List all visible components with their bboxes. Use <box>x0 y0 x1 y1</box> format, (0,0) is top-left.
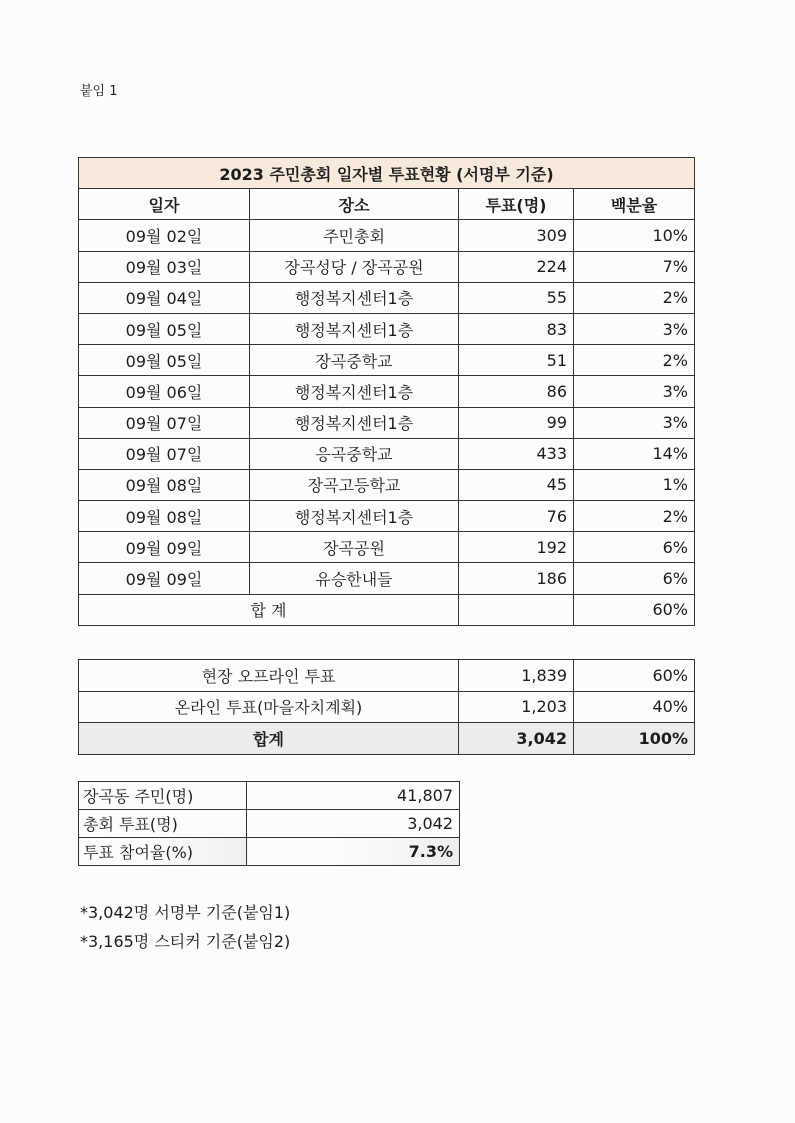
date-cell: 09월 05일 <box>79 345 250 376</box>
date-cell: 09월 09일 <box>79 532 250 563</box>
place-cell: 장곡중학교 <box>250 345 459 376</box>
percent-cell: 10% <box>574 220 695 251</box>
place-cell: 장곡고등학교 <box>250 469 459 500</box>
header-place: 장소 <box>250 189 459 220</box>
participation-value: 7.3% <box>247 838 460 866</box>
place-cell: 주민총회 <box>250 220 459 251</box>
table-row <box>79 345 695 376</box>
summary-value: 1,839 <box>459 660 574 692</box>
percent-cell: 6% <box>574 563 695 594</box>
votes-cell: 76 <box>459 501 574 532</box>
summary-label: 온라인 투표(마을자치계획) <box>79 691 459 723</box>
votes-cell: 51 <box>459 345 574 376</box>
votes-cell: 86 <box>459 376 574 407</box>
votes-cell: 99 <box>459 407 574 438</box>
participation-row <box>79 810 460 838</box>
table-row <box>79 438 695 469</box>
total-percent: 60% <box>574 594 695 625</box>
date-cell: 09월 08일 <box>79 501 250 532</box>
table-row <box>79 313 695 344</box>
votes-cell: 309 <box>459 220 574 251</box>
participation-label: 장곡동 주민(명) <box>79 782 247 810</box>
votes-cell: 83 <box>459 313 574 344</box>
summary-value: 1,203 <box>459 691 574 723</box>
participation-body <box>79 782 460 866</box>
percent-cell: 14% <box>574 438 695 469</box>
date-cell: 09월 07일 <box>79 407 250 438</box>
participation-label: 투표 참여율(%) <box>79 838 247 866</box>
percent-cell: 3% <box>574 313 695 344</box>
table-row <box>79 251 695 282</box>
participation-table <box>78 781 460 866</box>
table-row <box>79 282 695 313</box>
total-label: 합 계 <box>79 594 459 625</box>
header-percent: 백분율 <box>574 189 695 220</box>
votes-cell: 192 <box>459 532 574 563</box>
percent-cell: 7% <box>574 251 695 282</box>
date-cell: 09월 09일 <box>79 563 250 594</box>
place-cell: 행정복지센터1층 <box>250 376 459 407</box>
summary-label: 현장 오프라인 투표 <box>79 660 459 692</box>
summary-row <box>79 660 695 692</box>
percent-cell: 2% <box>574 282 695 313</box>
place-cell: 행정복지센터1층 <box>250 501 459 532</box>
total-votes <box>459 594 574 625</box>
summary-total-value: 3,042 <box>459 723 574 755</box>
percent-cell: 3% <box>574 376 695 407</box>
table-title: 2023 주민총회 일자별 투표현황 (서명부 기준) <box>79 158 695 189</box>
votes-cell: 186 <box>459 563 574 594</box>
votes-cell: 224 <box>459 251 574 282</box>
table-body <box>79 220 695 594</box>
date-cell: 09월 03일 <box>79 251 250 282</box>
date-cell: 09월 02일 <box>79 220 250 251</box>
votes-cell: 55 <box>459 282 574 313</box>
summary-table <box>78 659 695 755</box>
votes-cell: 45 <box>459 469 574 500</box>
place-cell: 장곡성당 / 장곡공원 <box>250 251 459 282</box>
date-cell: 09월 07일 <box>79 438 250 469</box>
summary-total-label: 합계 <box>79 723 459 755</box>
summary-body <box>79 660 695 723</box>
date-cell: 09월 08일 <box>79 469 250 500</box>
date-cell: 09월 04일 <box>79 282 250 313</box>
votes-cell: 433 <box>459 438 574 469</box>
table-row <box>79 407 695 438</box>
percent-cell: 3% <box>574 407 695 438</box>
place-cell: 응곡중학교 <box>250 438 459 469</box>
participation-value: 41,807 <box>247 782 460 810</box>
place-cell: 행정복지센터1층 <box>250 313 459 344</box>
participation-row <box>79 782 460 810</box>
date-cell: 09월 06일 <box>79 376 250 407</box>
percent-cell: 2% <box>574 345 695 376</box>
percent-cell: 6% <box>574 532 695 563</box>
summary-total-percent: 100% <box>574 723 695 755</box>
summary-row <box>79 691 695 723</box>
table-row <box>79 563 695 594</box>
notes <box>80 898 290 956</box>
summary-percent: 40% <box>574 691 695 723</box>
place-cell: 장곡공원 <box>250 532 459 563</box>
table-row <box>79 501 695 532</box>
participation-row <box>79 838 460 866</box>
note-line: *3,165명 스티커 기준(붙임2) <box>80 932 291 951</box>
place-cell: 행정복지센터1층 <box>250 282 459 313</box>
participation-label: 총회 투표(명) <box>79 810 247 838</box>
header-date: 일자 <box>79 189 250 220</box>
place-cell: 유승한내들 <box>250 563 459 594</box>
percent-cell: 2% <box>574 501 695 532</box>
daily-vote-table <box>78 157 695 626</box>
table-row <box>79 376 695 407</box>
table-row <box>79 532 695 563</box>
header-votes: 투표(명) <box>459 189 574 220</box>
note-line: *3,042명 서명부 기준(붙임1) <box>80 903 291 922</box>
date-cell: 09월 05일 <box>79 313 250 344</box>
summary-percent: 60% <box>574 660 695 692</box>
participation-value: 3,042 <box>247 810 460 838</box>
place-cell: 행정복지센터1층 <box>250 407 459 438</box>
table-row <box>79 220 695 251</box>
attachment-label: 붙임 1 <box>80 84 118 99</box>
table-row <box>79 469 695 500</box>
percent-cell: 1% <box>574 469 695 500</box>
